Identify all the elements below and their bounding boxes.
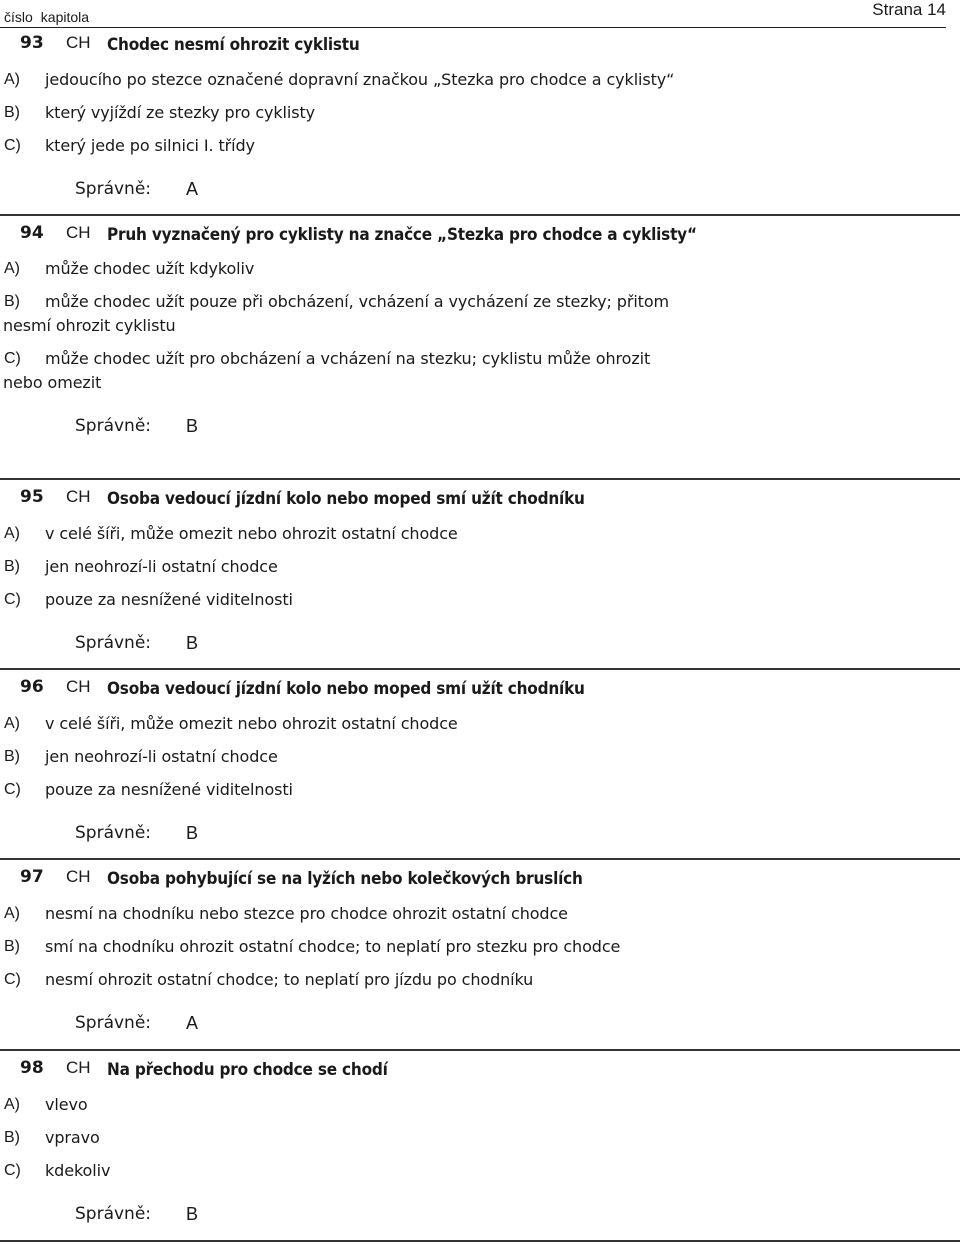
- question-number: 96: [20, 677, 44, 697]
- question-number: 98: [20, 1058, 44, 1078]
- col-chapter-heading: kapitola: [40, 9, 90, 25]
- option-a: [0, 902, 946, 926]
- col-number-heading: číslo: [4, 9, 33, 25]
- question-divider: [0, 1240, 960, 1242]
- option-text: nesmí na chodníku nebo stezce pro chodce ohrozit ostatní chodce: [45, 904, 568, 923]
- answer-label: Správně:: [75, 1013, 152, 1033]
- answer-value: B: [186, 1204, 199, 1224]
- question-category: CH: [66, 33, 91, 52]
- question-title: Na přechodu pro chodce se chodí: [107, 1060, 388, 1080]
- option-b: [0, 1126, 946, 1150]
- question-divider: [0, 214, 960, 216]
- answer-label: Správně:: [75, 1204, 152, 1224]
- option-b: [0, 290, 946, 338]
- option-letter: C): [4, 1162, 21, 1179]
- option-text: pouze za nesnížené viditelnosti: [45, 780, 293, 799]
- option-letter: B): [4, 748, 20, 765]
- option-a: [0, 257, 946, 281]
- question-header: [0, 867, 946, 891]
- question-header: [0, 677, 946, 701]
- option-letter: C): [4, 971, 21, 988]
- option-b: [0, 745, 946, 769]
- question-title: Osoba pohybující se na lyžích nebo kolečkových bruslích: [107, 869, 583, 889]
- option-letter: B): [4, 293, 20, 310]
- option-c: [0, 588, 946, 612]
- option-c: [0, 968, 946, 992]
- question-title: Osoba vedoucí jízdní kolo nebo moped smí užít chodníku: [107, 489, 585, 509]
- option-text: jen neohrozí-li ostatní chodce: [45, 557, 278, 576]
- question-header: [0, 33, 946, 57]
- option-text: jen neohrozí-li ostatní chodce: [45, 747, 278, 766]
- option-letter: A): [4, 715, 20, 732]
- question-number: 94: [20, 223, 44, 243]
- question-header: [0, 487, 946, 511]
- question-divider: [0, 858, 960, 860]
- option-text: může chodec užít kdykoliv: [45, 259, 255, 278]
- correct-answer: [0, 1204, 946, 1228]
- option-a: [0, 68, 946, 92]
- correct-answer: [0, 416, 946, 440]
- option-text: nesmí ohrozit ostatní chodce; to neplatí pro jízdu po chodníku: [45, 970, 534, 989]
- option-letter: B): [4, 104, 20, 121]
- option-letter: B): [4, 558, 20, 575]
- option-letter: C): [4, 350, 21, 367]
- question-category: CH: [66, 677, 91, 696]
- answer-value: A: [186, 179, 199, 199]
- answer-label: Správně:: [75, 179, 152, 199]
- question-96: [0, 677, 946, 847]
- question-title: Osoba vedoucí jízdní kolo nebo moped smí užít chodníku: [107, 679, 585, 699]
- question-category: CH: [66, 867, 91, 886]
- option-letter: A): [4, 905, 20, 922]
- question-94: [0, 223, 946, 440]
- header-divider: [0, 27, 946, 28]
- question-98: [0, 1058, 946, 1228]
- answer-value: B: [186, 823, 199, 843]
- option-text: jedoucího po stezce označené dopravní značkou „Stezka pro chodce a cyklisty“: [45, 70, 675, 89]
- answer-label: Správně:: [75, 416, 152, 436]
- option-letter: B): [4, 938, 20, 955]
- option-letter: A): [4, 1096, 20, 1113]
- question-divider: [0, 1049, 960, 1051]
- question-95: [0, 487, 946, 657]
- page-header: [0, 0, 960, 30]
- question-divider: [0, 478, 960, 480]
- question-number: 97: [20, 867, 44, 887]
- answer-label: Správně:: [75, 633, 152, 653]
- question-header: [0, 223, 946, 247]
- question-number: 95: [20, 487, 44, 507]
- option-letter: A): [4, 71, 20, 88]
- answer-label: Správně:: [75, 823, 152, 843]
- option-text: v celé šíři, může omezit nebo ohrozit ostatní chodce: [45, 714, 458, 733]
- option-text: který vyjíždí ze stezky pro cyklisty: [45, 103, 316, 122]
- question-93: [0, 33, 946, 203]
- question-title: Chodec nesmí ohrozit cyklistu: [107, 35, 360, 55]
- option-text: smí na chodníku ohrozit ostatní chodce; to neplatí pro stezku pro chodce: [45, 937, 621, 956]
- option-c: [0, 1159, 946, 1183]
- option-c: [0, 134, 946, 158]
- option-text: v celé šíři, může omezit nebo ohrozit ostatní chodce: [45, 524, 458, 543]
- page-number: Strana 14: [872, 0, 946, 19]
- question-header: [0, 1058, 946, 1082]
- option-a: [0, 522, 946, 546]
- correct-answer: [0, 1013, 946, 1037]
- answer-value: A: [186, 1013, 199, 1033]
- option-text: kdekoliv: [45, 1161, 111, 1180]
- option-c: [0, 778, 946, 802]
- question-number: 93: [20, 33, 44, 53]
- option-text: může chodec užít pro obcházení a vcházení na stezku; cyklistu může ohrozit nebo omezit: [3, 349, 651, 392]
- option-letter: A): [4, 260, 20, 277]
- question-divider: [0, 668, 960, 670]
- option-letter: B): [4, 1129, 20, 1146]
- column-headings: [4, 9, 97, 25]
- option-letter: C): [4, 591, 21, 608]
- option-text: který jede po silnici I. třídy: [45, 136, 255, 155]
- option-a: [0, 712, 946, 736]
- question-category: CH: [66, 1058, 91, 1077]
- option-letter: A): [4, 525, 20, 542]
- option-letter: C): [4, 137, 21, 154]
- answer-value: B: [186, 633, 199, 653]
- question-category: CH: [66, 487, 91, 506]
- option-a: [0, 1093, 946, 1117]
- option-letter: C): [4, 781, 21, 798]
- option-text: vlevo: [45, 1095, 88, 1114]
- correct-answer: [0, 179, 946, 203]
- option-text: může chodec užít pouze při obcházení, vcházení a vycházení ze stezky; přitom nesmí ohrozit cyklistu: [3, 292, 670, 335]
- option-c: [0, 347, 946, 395]
- question-category: CH: [66, 223, 91, 242]
- option-b: [0, 101, 946, 125]
- question-97: [0, 867, 946, 1037]
- question-title: Pruh vyznačený pro cyklisty na značce „Stezka pro chodce a cyklisty“: [107, 225, 697, 245]
- correct-answer: [0, 823, 946, 847]
- option-text: vpravo: [45, 1128, 100, 1147]
- option-b: [0, 555, 946, 579]
- option-b: [0, 935, 946, 959]
- answer-value: B: [186, 416, 199, 436]
- correct-answer: [0, 633, 946, 657]
- option-text: pouze za nesnížené viditelnosti: [45, 590, 293, 609]
